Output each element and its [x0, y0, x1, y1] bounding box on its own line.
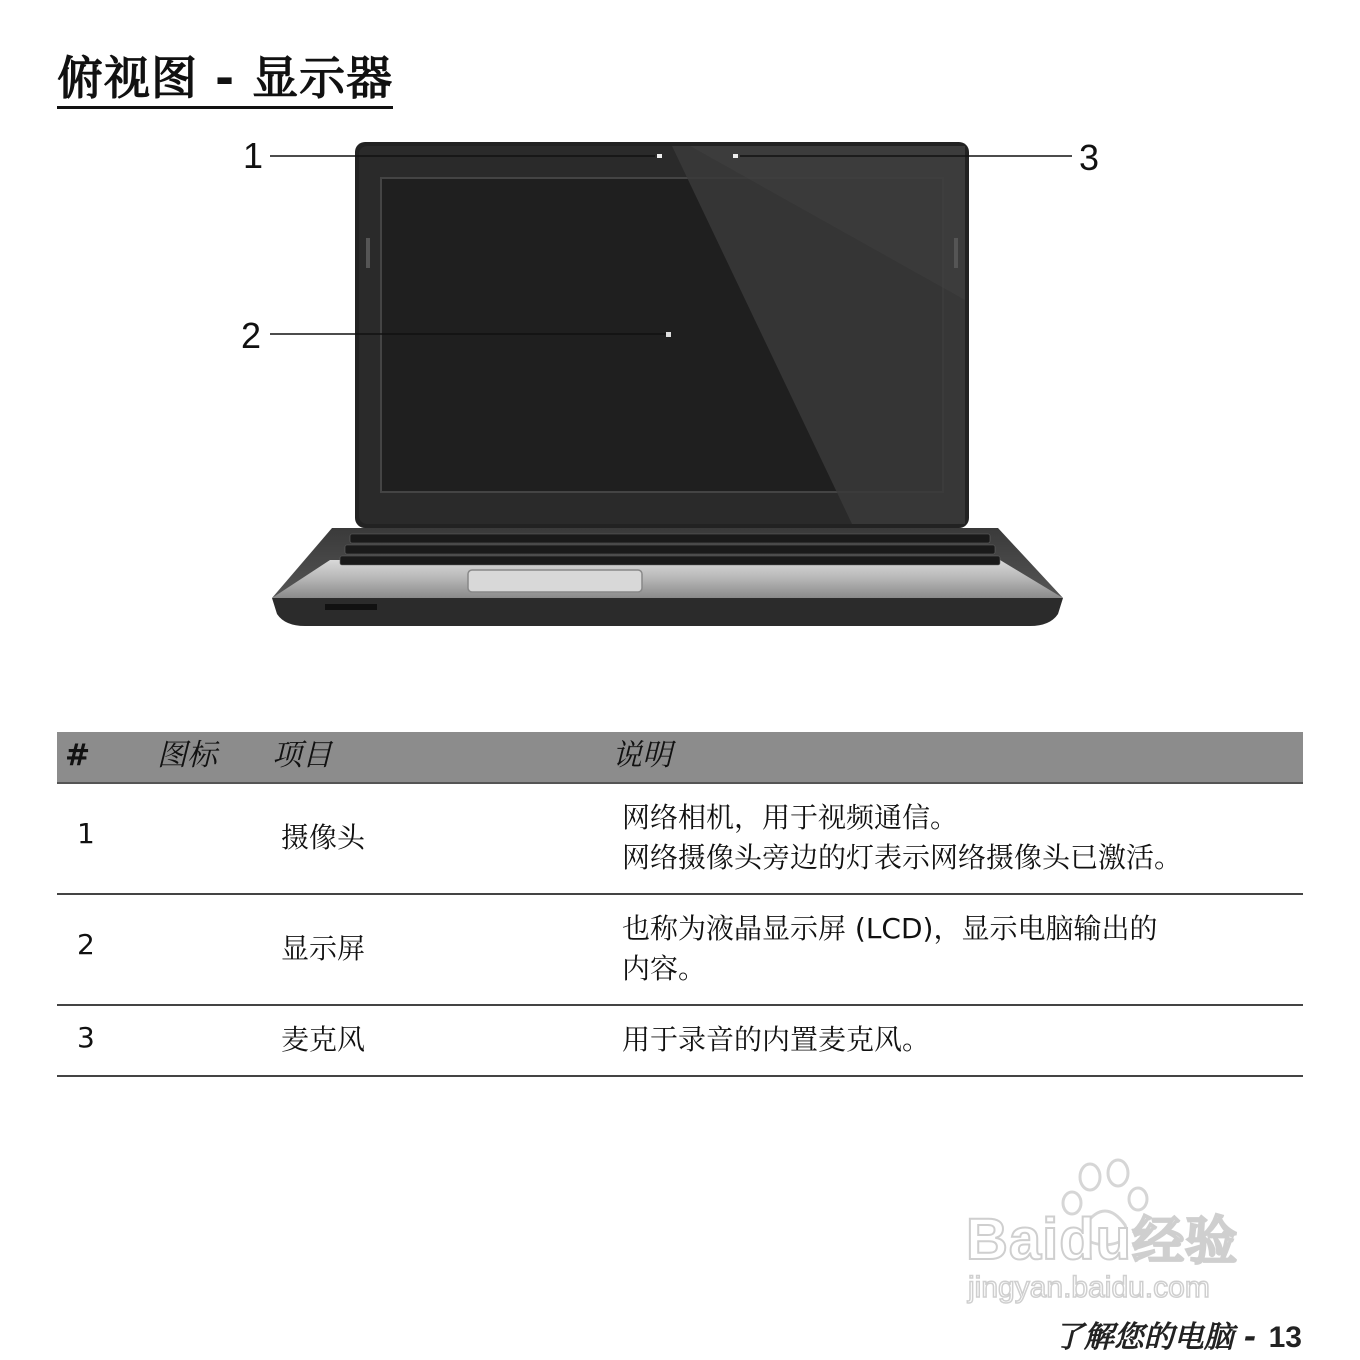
row-num: 2 [77, 928, 95, 961]
row-desc [622, 909, 1262, 989]
baidu-watermark [960, 1155, 1290, 1309]
touchpad [468, 570, 642, 592]
watermark-brand: Baidu [966, 1207, 1133, 1272]
row-desc-line: 内容。 [622, 952, 707, 985]
row-desc-line: 网络摄像头旁边的灯表示网络摄像头已激活。 [622, 841, 1183, 874]
row-desc [622, 798, 1262, 878]
page-footer [1054, 1312, 1302, 1356]
callout-2: 2 [241, 315, 262, 356]
header-num: # [65, 738, 91, 773]
row-item: 显示屏 [281, 932, 366, 965]
table-row [57, 784, 1303, 895]
page-number: 13 [1268, 1321, 1302, 1354]
row-num: 1 [77, 817, 95, 850]
row-desc [622, 1020, 1262, 1060]
table-header [57, 732, 1303, 784]
row-item: 麦克风 [281, 1023, 366, 1056]
page-title: 俯视图 - 显示器 [57, 50, 393, 109]
row-num: 3 [77, 1021, 95, 1054]
parts-table [57, 732, 1303, 1077]
laptop-lid [355, 142, 969, 528]
header-item: 项目 [272, 738, 332, 773]
webcam-dot [657, 154, 662, 158]
row-item: 摄像头 [281, 821, 366, 854]
watermark-brand-cn: 经验 [1132, 1212, 1239, 1272]
microphone-dot [733, 154, 738, 158]
callout-3: 3 [1079, 137, 1100, 178]
header-icon: 图标 [157, 738, 217, 773]
row-desc-line: 网络相机，用于视频通信。 [622, 801, 959, 834]
watermark-url: jingyan.baidu.com [968, 1271, 1210, 1304]
table-row [57, 1006, 1303, 1077]
row-desc-line: 也称为液晶显示屏 (LCD)，显示电脑输出的 [622, 912, 1158, 945]
table-row [57, 895, 1303, 1006]
row-desc-line: 用于录音的内置麦克风。 [622, 1023, 931, 1056]
laptop-base [272, 528, 1063, 626]
footer-section: 了解您的电脑 - [1053, 1320, 1257, 1355]
header-desc: 说明 [612, 738, 672, 773]
callout-1: 1 [243, 135, 264, 176]
